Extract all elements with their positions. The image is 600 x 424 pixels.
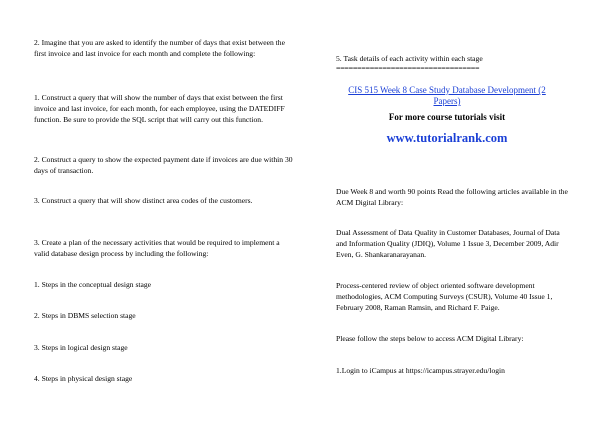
question-2-item-1: 1. Construct a query that will show the number of days that exist between the first invoice and last invoice, for each month, for each employee, using the DATEDIFF function. Be sure to provide the SQL script that will carry out this function.: [34, 93, 285, 124]
question-2-item-3: 3. Construct a query that will show distinct area codes of the customers.: [34, 196, 253, 205]
divider-line: ==================================: [336, 64, 480, 73]
access-note: Please follow the steps below to access ACM Digital Library:: [336, 334, 524, 343]
article-1: Dual Assessment of Data Quality in Customer Databases, Journal of Data and Information Quality (JDIQ), Volume 1 Issue 3, December 2009, Adir Even, G. Shankaranarayanan.: [336, 228, 560, 259]
step-dbms-selection: 2. Steps in DBMS selection stage: [34, 311, 136, 320]
task-5: 5. Task details of each activity within each stage: [336, 54, 483, 63]
step-logical: 3. Steps in logical design stage: [34, 343, 128, 352]
promo-text: For more course tutorials visit: [388, 112, 506, 122]
question-2-intro: 2. Imagine that you are asked to identify the number of days that exist between the first invoice and last invoice for each month and complete the following:: [34, 38, 285, 58]
question-2-item-2: 2. Construct a query to show the expected payment date if invoices are due within 30 days of transaction.: [34, 155, 293, 175]
article-2: Process-centered review of object oriented software development methodologies, ACM Computing Surveys (CSUR), Volume 40 Issue 1, February 2008, Raman Ramsin, and Richard F. Paige.: [336, 281, 553, 312]
step-physical: 4. Steps in physical design stage: [34, 374, 133, 383]
product-link[interactable]: CIS 515 Week 8 Case Study Database Development (2 Papers): [348, 85, 546, 106]
question-3-intro: 3. Create a plan of the necessary activities that would be required to implement a valid database design process by including the following:: [34, 238, 280, 258]
step-conceptual: 1. Steps in the conceptual design stage: [34, 280, 152, 289]
due-note: Due Week 8 and worth 90 points Read the following articles available in the ACM Digital Library:: [336, 187, 568, 207]
website-link[interactable]: www.tutorialrank.com: [386, 131, 508, 145]
login-step: 1.Login to iCampus at https://icampus.strayer.edu/login: [336, 366, 505, 375]
